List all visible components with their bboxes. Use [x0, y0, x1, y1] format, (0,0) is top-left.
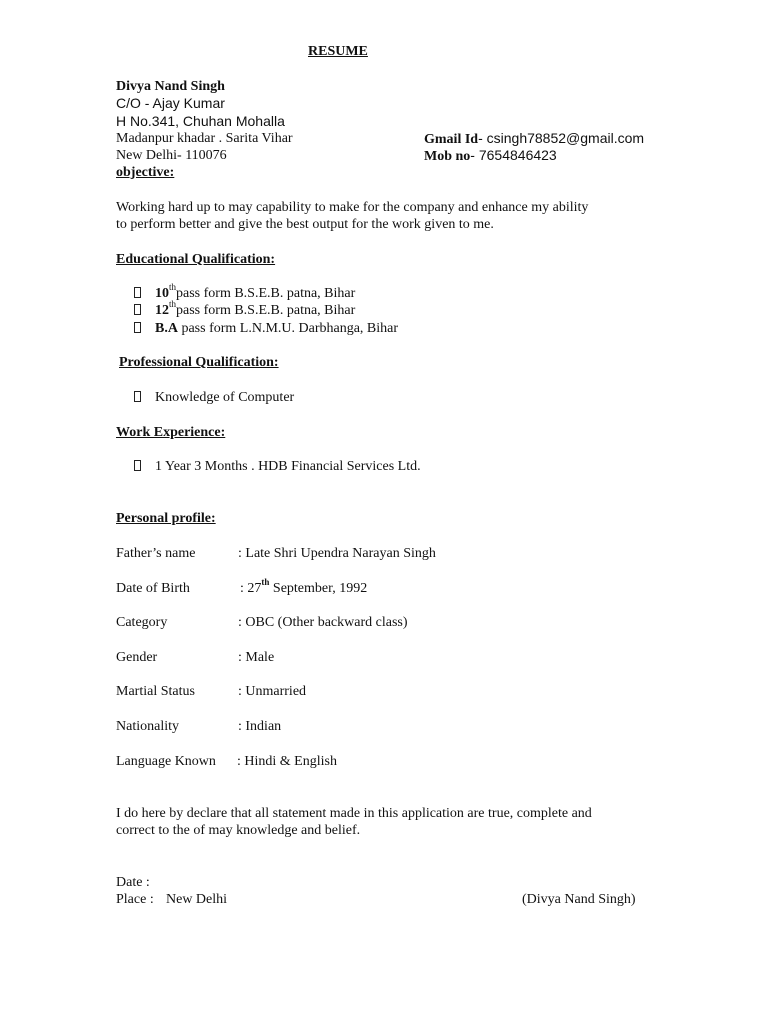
- bullet-icon: [134, 287, 141, 298]
- profile-value-gender: : Male: [238, 650, 275, 665]
- profile-label-dob: Date of Birth: [116, 581, 190, 596]
- professional-item-text: Knowledge of Computer: [155, 390, 295, 405]
- bullet-icon: [134, 460, 141, 471]
- gmail-label: Gmail Id: [424, 132, 479, 147]
- education-item-text: pass form B.S.E.B. patna, Bihar: [176, 303, 356, 318]
- gmail-line: [424, 130, 644, 148]
- declaration-line-1: I do here by declare that all statement made in this application are true, complete and: [116, 806, 592, 821]
- declaration-line-2: correct to the of may knowledge and belief.: [116, 823, 361, 838]
- profile-value-category: : OBC (Other backward class): [238, 615, 408, 630]
- address-line-4: New Delhi- 110076: [116, 148, 227, 163]
- profile-label-nationality: Nationality: [116, 719, 179, 734]
- gmail-value: - csingh78852@gmail.com: [478, 130, 645, 146]
- address-line-2: H No.341, Chuhan Mohalla: [116, 113, 285, 129]
- profile-label-gender: Gender: [116, 650, 158, 665]
- place-value: New Delhi: [166, 892, 228, 907]
- profile-value-dob: [240, 577, 368, 597]
- education-item: [134, 282, 356, 302]
- address-line-1: C/O - Ajay Kumar: [116, 95, 225, 111]
- profile-label-marital: Martial Status: [116, 684, 195, 699]
- objective-heading: objective:: [116, 165, 175, 180]
- date-label: Date :: [116, 875, 150, 890]
- mobile-value: - 7654846423: [470, 147, 557, 163]
- profile-label-language: Language Known: [116, 754, 216, 769]
- education-item: [134, 299, 356, 319]
- dob-rest: September, 1992: [269, 581, 368, 596]
- profile-value-nationality: : Indian: [238, 719, 282, 734]
- professional-item: [134, 389, 294, 406]
- work-item: [134, 458, 421, 475]
- profile-label-category: Category: [116, 615, 168, 630]
- education-item-text: pass form L.N.M.U. Darbhanga, Bihar: [177, 321, 399, 336]
- profile-value-marital: : Unmarried: [238, 684, 307, 699]
- profile-value-language: : Hindi & English: [237, 754, 337, 769]
- profile-value-father: : Late Shri Upendra Narayan Singh: [238, 546, 436, 561]
- address-line-3: Madanpur khadar . Sarita Vihar: [116, 131, 293, 146]
- objective-line-2: to perform better and give the best output for the work given to me.: [116, 217, 494, 232]
- education-heading: Educational Qualification:: [116, 252, 276, 267]
- signature-name: (Divya Nand Singh): [522, 892, 636, 907]
- education-item-level: 10: [155, 286, 169, 301]
- place-label: Place :: [116, 892, 154, 907]
- bullet-icon: [134, 322, 141, 333]
- education-item-sup: th: [169, 282, 177, 293]
- work-heading: Work Experience:: [116, 425, 226, 440]
- profile-label-father: Father’s name: [116, 546, 196, 561]
- bullet-icon: [134, 391, 141, 402]
- education-item: [134, 320, 398, 337]
- education-item-sup: th: [169, 299, 177, 310]
- dob-day: : 27: [240, 581, 262, 596]
- professional-heading: Professional Qualification:: [119, 355, 279, 370]
- candidate-name: Divya Nand Singh: [116, 79, 225, 94]
- dob-sup: th: [261, 577, 270, 588]
- bullet-icon: [134, 304, 141, 315]
- objective-line-1: Working hard up to may capability to make for the company and enhance my ability: [116, 200, 589, 215]
- education-item-level: 12: [155, 303, 169, 318]
- work-item-text: 1 Year 3 Months . HDB Financial Services Ltd.: [155, 459, 421, 474]
- work-bullet: [134, 459, 155, 474]
- personal-heading: Personal profile:: [116, 511, 216, 526]
- mobile-label: Mob no: [424, 149, 471, 164]
- education-item-text: pass form B.S.E.B. patna, Bihar: [176, 286, 356, 301]
- mobile-line: [424, 147, 557, 165]
- resume-title: RESUME: [308, 44, 368, 59]
- education-item-level: B.A: [155, 321, 178, 336]
